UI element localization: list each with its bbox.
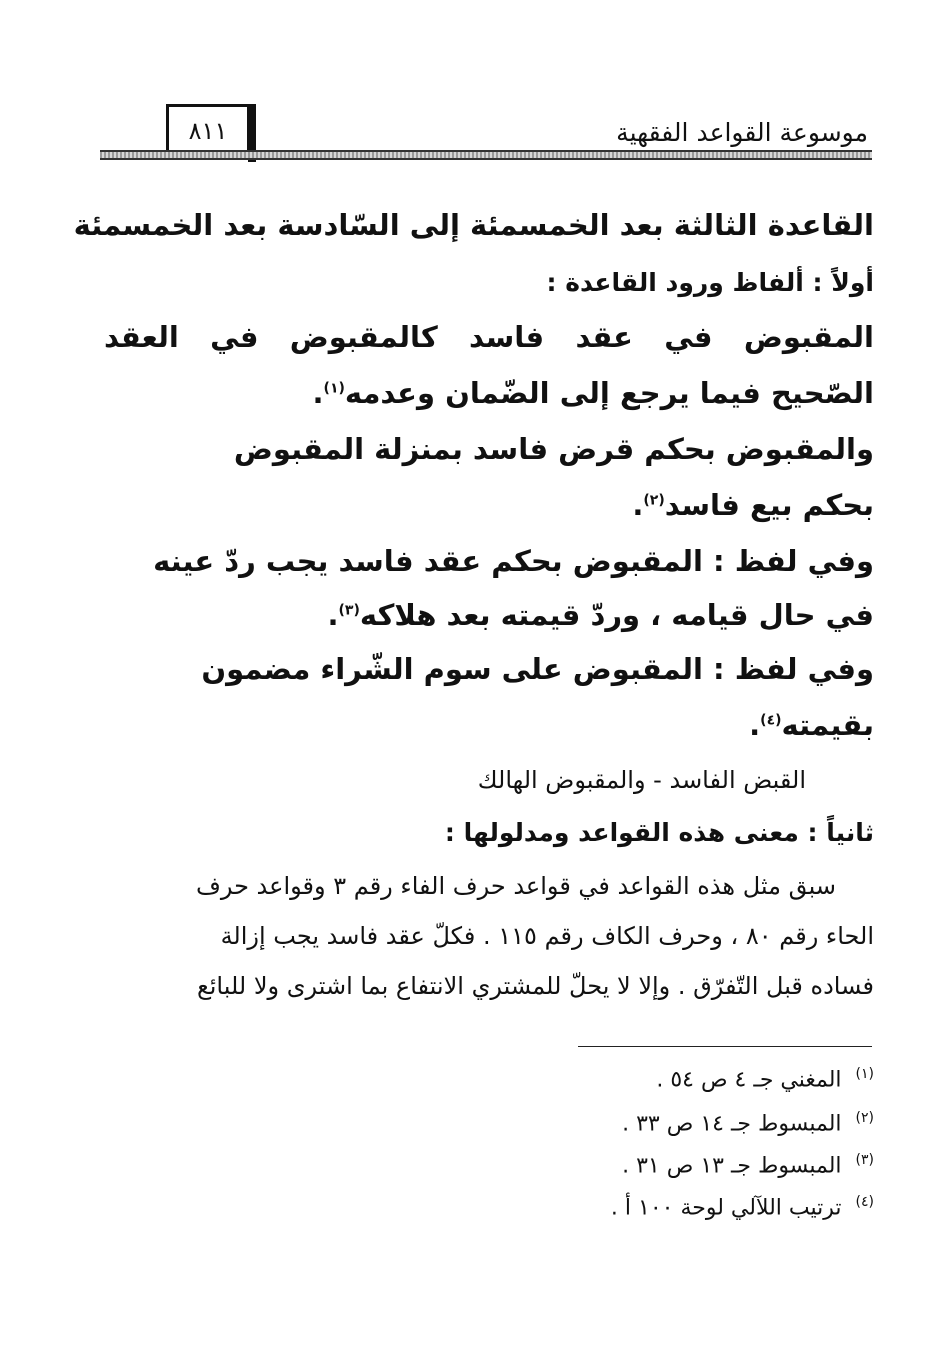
footnote-ref-4: (٤) [760, 712, 782, 729]
running-header-title: موسوعة القواعد الفقهية [616, 118, 868, 147]
footnote-2-number: (٢) [855, 1110, 874, 1126]
rule3-line2: في حال قيامه ، وردّ قيمته بعد هلاكه [359, 598, 874, 632]
footnote-3-text: المبسوط جـ ١٣ ص ٣١ . [622, 1153, 842, 1179]
footnote-4-number: (٤) [855, 1194, 874, 1210]
footnote-3-number: (٣) [855, 1152, 874, 1168]
rule2-line2: بحكم بيع فاسد [664, 488, 874, 522]
footnote-separator [578, 1046, 872, 1047]
footnote-ref-3: (٣) [338, 602, 360, 619]
topic-line: القبض الفاسد - والمقبوض الهالك [477, 766, 806, 794]
rule3-line2-wrap: في حال قيامه ، وردّ قيمته بعد هلاكه$^{(٣)}$. [327, 598, 874, 632]
paragraph-line-3: فساده قبل التّفرّق . وإلا لا يحلّ للمشتري الانتفاع بما اشترى ولا للبائع [196, 972, 874, 1000]
section-title-2: ثانياً : معنى هذه القواعد ومدلولها : [444, 818, 874, 847]
header-rule [100, 150, 872, 160]
section-title-1: أولاً : ألفاظ ورود القاعدة : [546, 268, 874, 297]
page-number-box [166, 104, 250, 156]
rule-heading: القاعدة الثالثة بعد الخمسمئة إلى السّادسة بعد الخمسمئة [73, 208, 874, 242]
footnote-ref-1: (١) [323, 380, 345, 397]
footnote-1-text: المغني جـ ٤ ص ٥٤ . [656, 1067, 842, 1093]
footnote-2-text: المبسوط جـ ١٤ ص ٣٣ . [622, 1111, 842, 1137]
rule1-line1: المقبوض في عقد فاسد كالمقبوض في العقد [104, 320, 874, 354]
rule3-line1: وفي لفظ : المقبوض بحكم عقد فاسد يجب ردّ عينه [153, 544, 874, 578]
rule4-line2: بقيمته [781, 708, 874, 742]
rule4-line2-wrap: بقيمته$^{(٤)}$. [749, 708, 874, 742]
rule4-line1: وفي لفظ : المقبوض على سوم الشّراء مضمون [201, 652, 874, 686]
footnote-4-text: ترتيب اللآلي لوحة ١٠٠ أ . [610, 1195, 842, 1221]
footnote-2 [622, 1110, 874, 1136]
rule2-line1: والمقبوض بحكم قرض فاسد بمنزلة المقبوض [233, 432, 874, 466]
footnote-1 [656, 1066, 874, 1092]
rule2-line2-wrap: بحكم بيع فاسد$^{(٢)}$. [632, 488, 874, 522]
footnote-1-number: (١) [855, 1066, 874, 1082]
footnote-3 [622, 1152, 874, 1178]
page-number: ٨١١ [188, 117, 228, 145]
footnote-ref-2: (٢) [643, 492, 665, 509]
paragraph-line-2: الحاء رقم ٨٠ ، وحرف الكاف رقم ١١٥ . فكلّ عقد فاسد يجب إزالة [220, 922, 874, 950]
rule1-line2-wrap: الصّحيح فيما يرجع إلى الضّمان وعدمه$^{(١)}$. [312, 376, 874, 410]
rule1-line2: الصّحيح فيما يرجع إلى الضّمان وعدمه [344, 376, 874, 410]
footnote-4 [611, 1194, 874, 1220]
paragraph-line-1: سبق مثل هذه القواعد في قواعد حرف الفاء رقم ٣ وقواعد حرف [195, 872, 836, 900]
